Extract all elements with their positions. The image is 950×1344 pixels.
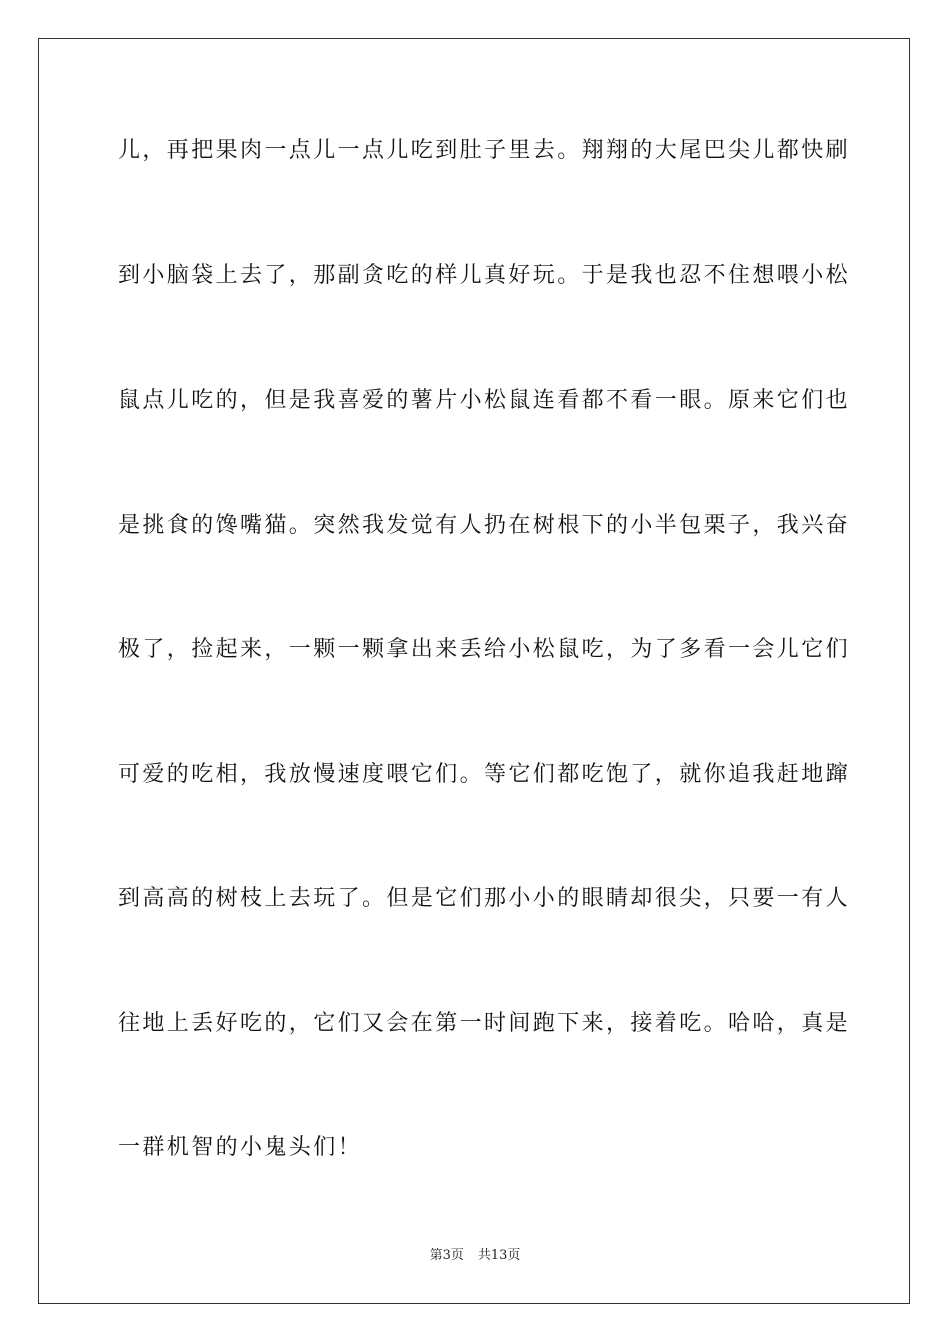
body-text-line: 一群机智的小鬼头们！ (118, 1135, 363, 1160)
body-text-line: 到小脑袋上去了，那副贪吃的样儿真好玩。于是我也忍不住想喂小松 (118, 263, 851, 288)
body-text-line: 往地上丢好吃的，它们又会在第一时间跑下来，接着吃。哈哈，真是 (118, 1011, 851, 1036)
page-footer (0, 1247, 950, 1265)
body-text-line: 儿，再把果肉一点儿一点儿吃到肚子里去。翔翔的大尾巴尖儿都快刷 (118, 138, 851, 163)
page-frame (38, 38, 910, 1304)
page-number: 第3页 (429, 1248, 464, 1263)
body-text-line: 极了，捡起来，一颗一颗拿出来丢给小松鼠吃，为了多看一会儿它们 (118, 637, 851, 662)
body-text-line: 可爱的吃相，我放慢速度喂它们。等它们都吃饱了，就你追我赶地蹿 (118, 762, 851, 787)
body-text-line: 鼠点儿吃的，但是我喜爱的薯片小松鼠连看都不看一眼。原来它们也 (118, 388, 851, 413)
body-text-line: 到高高的树枝上去玩了。但是它们那小小的眼睛却很尖，只要一有人 (118, 886, 851, 911)
body-text-line: 是挑食的馋嘴猫。突然我发觉有人扔在树根下的小半包栗子，我兴奋 (118, 513, 851, 538)
page-total: 共13页 (477, 1248, 521, 1263)
